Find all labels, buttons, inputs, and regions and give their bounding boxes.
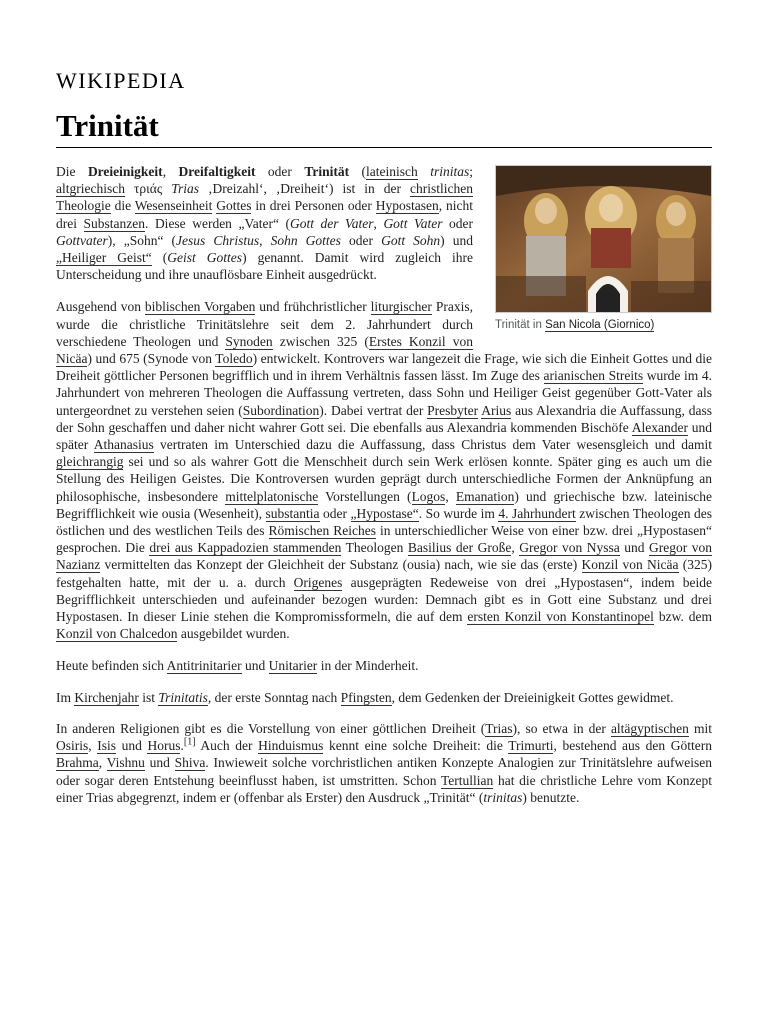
inline-link[interactable]: Römischen Reiches [268,523,376,539]
inline-link[interactable]: „Heiliger Geist“ [56,250,152,266]
caption-link[interactable]: San Nicola (Giornico) [545,319,655,331]
inline-link[interactable]: altägyptischen [610,720,689,736]
other-religions-paragraph [56,720,712,806]
text-run: , [98,755,107,771]
inline-link[interactable]: lateinisch [366,164,418,179]
inline-link[interactable]: Origenes [293,574,343,590]
inline-link[interactable]: Gottes [216,198,252,214]
bold-term: Trinität [304,164,350,179]
text-run: Ausgehend von [56,299,145,315]
inline-link[interactable]: Arius [481,402,512,418]
italic-term: Sohn Gottes [270,232,341,248]
text-run: , [88,738,98,754]
text-run: und frühchristlicher [255,299,371,315]
inline-link[interactable]: Wesenseinheit [134,198,213,214]
inline-link[interactable]: liturgischer [370,299,432,315]
text-run: . Diese werden „Vater“ ( [145,215,290,231]
text-run: ). Dabei vertrat der [319,402,428,418]
wikipedia-logo[interactable]: WIKIPEDIA [56,68,186,93]
inline-link[interactable]: Alexander [631,419,688,435]
inline-link[interactable]: Isis [97,738,117,754]
inline-link[interactable]: Trinitatis [158,689,208,705]
text-run: ausgebildet wurden. [177,626,290,642]
text-run: τριάς [124,181,172,197]
italic-term: Gott der Vater [289,215,374,231]
inline-link[interactable]: Erstes Konzil von Nicäa [56,333,473,367]
text-run: und später [56,419,712,453]
inline-link[interactable]: Brahma [56,755,99,771]
article-body [56,163,712,821]
text-run: , [373,215,384,231]
inline-link[interactable]: Presbyter [427,402,479,418]
inline-link[interactable]: Emanation [455,488,515,504]
inline-link[interactable]: substantia [265,505,320,521]
inline-link[interactable]: Unitarier [268,658,318,674]
text-run: . So wurde im [418,505,499,521]
inline-link[interactable]: 4. Jahrhundert [498,505,576,521]
inline-link[interactable]: Hinduismus [258,738,324,754]
text-run: Im [56,689,75,705]
text-run: . Inwieweit solche vorchristlichen antiken Konzepte Analogien zur Trinitätslehre aufweisen oder sogar deren Entstehung beeinflusst haben, ist umstritten. Schon [56,755,713,788]
text-run: aus Alexandria die Auffassung, dass der Sohn geschaffen und daher nicht wahrer Gott sei. Die ebenfalls aus Alexandria kommenden Bischöfe [56,402,712,435]
fresco-image[interactable] [495,165,712,313]
inline-link[interactable]: Trimurti [508,738,554,754]
text-run: ‚Dreizahl‘, ‚Dreiheit‘) ist in der [198,181,411,197]
text-run: , [511,540,520,556]
text-run: Theologen [341,540,408,556]
caption-text: Trinität in [495,319,546,331]
text-run: hat die christliche Lehre vom Konzept einer Trias abgegrenzt, indem er (offenbar als Erster) den Ausdruck „Trinität“ ( [56,772,712,805]
inline-link[interactable]: gleichrangig [56,454,124,470]
inline-link[interactable]: Hypostasen [375,198,439,214]
text-run: , der erste Sonntag nach [207,689,341,705]
inline-link[interactable]: biblischen Vorgaben [144,299,256,315]
inline-link[interactable]: Synoden [225,333,273,349]
text-run: in drei Personen oder [251,198,376,214]
inline-link[interactable]: Vishnu [106,755,145,771]
text-run: Heute befinden sich [56,658,167,674]
inline-link[interactable]: Toledo [215,351,253,367]
text-run: oder [319,505,351,521]
inline-link[interactable]: Gregor von Nyssa [519,540,620,556]
inline-link[interactable]: Tertullian [440,772,494,788]
italic-term: Gottvater [56,232,108,248]
text-run: Praxis, wurde die christliche Trinitätslehre seit dem 2. Jahrhundert durch verschiedene Theologen und [56,299,473,349]
inline-link[interactable]: Konzil von Chalcedon [56,626,178,642]
text-run: ) und griechische bzw. lateinische Begrifflichkeit wie ousia (Wesenheit), [56,488,713,521]
text-run: ) und 675 (Synode von [87,351,216,367]
text-run: ist [138,689,159,705]
italic-term: Gott Sohn [381,232,441,248]
inline-link[interactable]: Substanzen [83,215,146,231]
church-year-paragraph [56,689,712,706]
inline-link[interactable]: Basilius der Große [407,540,512,556]
italic-term: trinitas [430,164,470,179]
text-run [418,164,430,179]
reference-link[interactable]: [1] [183,736,196,748]
bold-term: Dreieinigkeit [87,164,163,179]
text-run: oder [255,164,305,179]
italic-term: Gott Vater [383,215,443,231]
inline-link[interactable]: altgriechisch [56,181,125,197]
inline-link[interactable]: Horus [147,738,181,754]
text-run: ) und [440,232,473,248]
inline-link[interactable]: Gregor von Nazianz [56,540,713,573]
text-run: und [241,658,269,674]
inline-link[interactable]: Osiris [56,738,89,754]
text-run: sei und so als wahrer Gott die Menschheit durch sein Werk erlösen konnte. Später ging es auch um die Stellung des Heiligen Geistes. Die Kontroversen wurden geprägt durch unterschiedliche Formen der Anknüpfung an philosophische, insbesondere [56,454,712,504]
text-run: in unterschiedlicher Weise von einer bzw. drei „Hypostasen“ gesprochen. Die [56,523,712,556]
infobox-figure [495,165,712,333]
text-run: ( [151,250,168,266]
text-run: , bestehend aus den Göttern [553,738,712,754]
minority-paragraph [56,657,712,674]
italic-term: Trias [171,181,199,197]
text-run: In anderen Religionen gibt es die Vorstellung von einer göttlichen Dreiheit ( [56,720,486,736]
text-run: und [144,755,175,771]
text-run: Vorstellungen ( [318,488,412,504]
text-run: ) benutzte. [522,789,580,805]
inline-link[interactable]: Antitrinitarier [166,658,242,674]
text-run: , nicht drei [56,198,474,231]
inline-link[interactable]: Pfingsten [340,689,392,705]
text-run: ), so etwa in der [512,720,611,736]
text-run: Die [56,164,88,179]
text-run: , [162,164,179,179]
text-run: in der Minderheit. [317,658,419,674]
text-run: ) genannt. Damit wird zugleich ihre Unterscheidung und ihre unauflösbare Einheit ausgedrückt. [56,250,474,283]
text-run: , [259,232,271,248]
inline-link[interactable]: Shiva [174,755,206,771]
text-run: ausgeprägten Redeweise von drei „Hypostasen“, indem beide Begrifflichkeit unterschieden und aufeinander bezogen wurden: Demnach gibt es in Gott eine Substanz und drei Hypostasen. In dieser Linie stehen die Kompromissformeln, die auf dem [56,574,712,625]
inline-link[interactable]: Subordination [242,402,320,418]
title-divider [56,147,712,148]
italic-term: Geist Gottes [167,250,243,266]
inline-link[interactable]: Logos [411,488,446,504]
text-run: wurde im 4. Jahrhundert von mehreren Theologen die Auffassung vertreten, dass Sohn und Heiliger Geist gegenüber Gott-Vater als untergeordnet zu verstehen seien ( [56,368,712,418]
text-run: zwischen Theologen des östlichen und des westlichen Teils des [56,505,712,539]
inline-link[interactable]: „Hypostase“ [350,505,419,521]
text-run: ; [469,164,473,179]
figure-caption [495,318,712,333]
inline-link[interactable]: Kirchenjahr [74,689,139,705]
text-run: mit [688,720,712,736]
text-run: , dem Gedenken der Dreieinigkeit Gottes gewidmet. [391,689,674,705]
text-run: ), „Sohn“ ( [107,232,177,248]
inline-link[interactable]: Athanasius [93,437,154,453]
text-run: . [180,738,184,754]
text-run: Auch der [195,738,259,754]
text-run: die [110,198,135,214]
text-run: oder [340,232,382,248]
page-title: Trinität [56,108,159,143]
inline-link[interactable]: christlichen Theologie [56,181,473,214]
inline-link[interactable]: Konzil von Nicäa [581,557,679,573]
bold-term: Dreifaltigkeit [178,164,256,179]
history-paragraph [56,298,712,642]
inline-link[interactable]: mittelplatonische [225,488,319,504]
text-run: , [445,488,456,504]
text-run: bzw. dem [653,609,713,625]
text-run: vermittelten das Konzept der Gleichheit der Substanz (ousia) nach, wie sie das (erste) [100,557,582,573]
italic-term: trinitas [483,789,523,805]
text-run: oder [442,215,473,231]
text-run: zwischen 325 ( [272,333,369,349]
text-run: vertraten im Unterschied dazu die Auffassung, dass Christus dem Vater wesensgleich und damit [153,437,712,453]
inline-link[interactable]: drei aus Kappadozien stammenden [149,540,342,556]
text-run: (325) festgehalten hatte, mit der u. a. durch [56,557,712,590]
text-run: ( [349,164,367,179]
inline-link[interactable]: arianischen Streits [543,368,644,384]
italic-term: Jesus Christus [176,232,260,248]
text-run: und [619,540,650,556]
text-run: und [116,738,148,754]
text-run: kennt eine solche Dreiheit: die [323,738,509,754]
inline-link[interactable]: Trias [485,720,513,736]
inline-link[interactable]: ersten Konzil von Konstantinopel [467,609,654,625]
text-run: ) entwickelt. Kontrovers war langezeit die Frage, wie sich die Einheit Gottes und die Dreiheit göttlicher Personen begrifflich und in ihrem Verhältnis fassen lässt. Im Zuge des [56,351,713,384]
